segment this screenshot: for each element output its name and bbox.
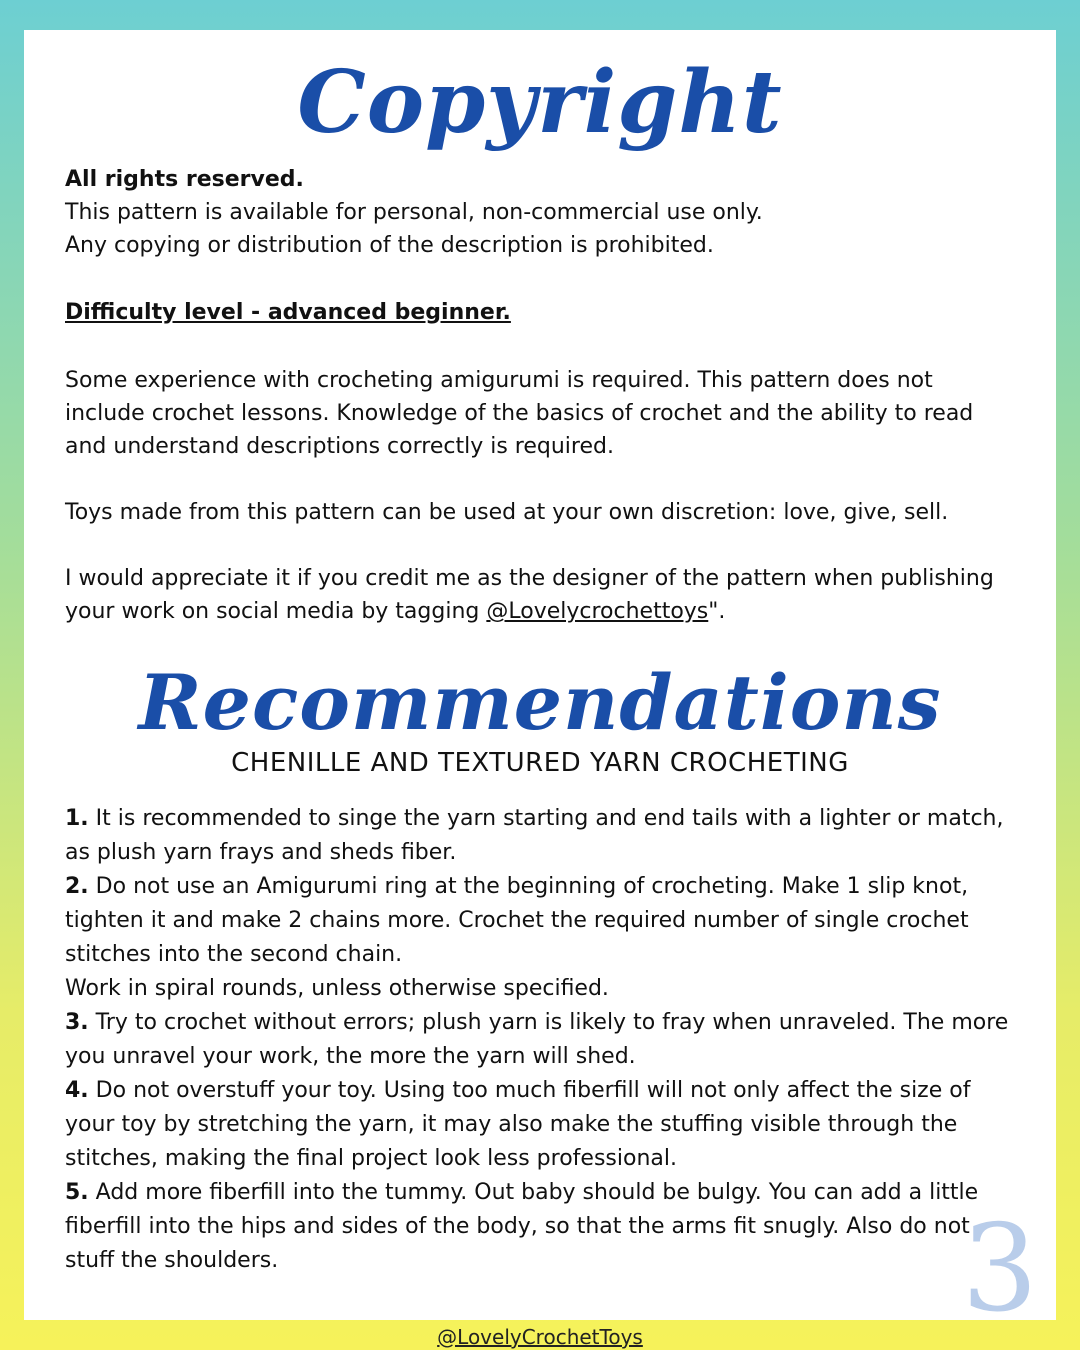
list-item [65,1176,1015,1278]
experience-paragraph: Some experience with crocheting amigurumi is required. This pattern does not include crochet lessons. Knowledge of the basics of crochet and the ability to read and understand descriptions correctly is required. [65,368,974,459]
item-extra-text: Work in spiral rounds, unless otherwise specified. [65,976,609,1001]
item-number: 1. [65,806,89,831]
credit-text: I would appreciate it if you credit me as the designer of the pattern when publishing your work on social media by tagging [65,566,994,624]
item-number: 4. [65,1078,89,1103]
rights-reserved: All rights reserved. [65,167,304,192]
list-item [65,1006,1015,1074]
footer-handle-link[interactable]: @LovelyCrochetToys [437,1325,643,1349]
credit-paragraph [65,562,1015,628]
item-text: Do not overstuff your toy. Using too much fiberfill will not only affect the size of your toy by stretching the yarn, it may also make the stuffing visible through the stitches, making the final project look less professional. [65,1078,971,1171]
item-text: Do not use an Amigurumi ring at the beginning of crocheting. Make 1 slip knot, tighten it and make 2 chains more. Crochet the required number of single crochet stitches into the second chain. [65,874,969,967]
page-number: 3 [961,1200,1038,1339]
instagram-handle-link[interactable]: @Lovelycrochettoys [486,599,709,624]
list-item [65,802,1015,870]
item-number: 2. [65,874,89,899]
copyright-section [65,163,1015,262]
item-number: 5. [65,1180,89,1205]
item-text: It is recommended to singe the yarn starting and end tails with a lighter or match, as plush yarn frays and sheds fiber. [65,806,1004,865]
recommendations-list [65,802,1015,1278]
prohibited-line: Any copying or distribution of the description is prohibited. [65,233,714,258]
page-card [24,30,1056,1339]
personal-use-line: This pattern is available for personal, non-commercial use only. [65,200,763,225]
toys-paragraph: Toys made from this pattern can be used at your own discretion: love, give, sell. [65,500,949,525]
item-text: Add more fiberfill into the tummy. Out baby should be bulgy. You can add a little fiberfill into the hips and sides of the body, so that the arms fit snugly. Also do not stuff the shoulders. [65,1180,979,1273]
item-number: 3. [65,1010,89,1035]
difficulty-level: Difficulty level - advanced beginner. [65,300,511,325]
credit-closing: ". [708,599,726,624]
recommendations-title: Recommendations [138,658,942,747]
recommendations-subtitle: CHENILLE AND TEXTURED YARN CROCHETING [231,748,849,778]
list-item [65,870,1015,1006]
list-item [65,1074,1015,1176]
copyright-title: Copyright [297,52,783,153]
item-text: Try to crochet without errors; plush yarn is likely to fray when unraveled. The more you unravel your work, the more the yarn will shed. [65,1010,1009,1069]
